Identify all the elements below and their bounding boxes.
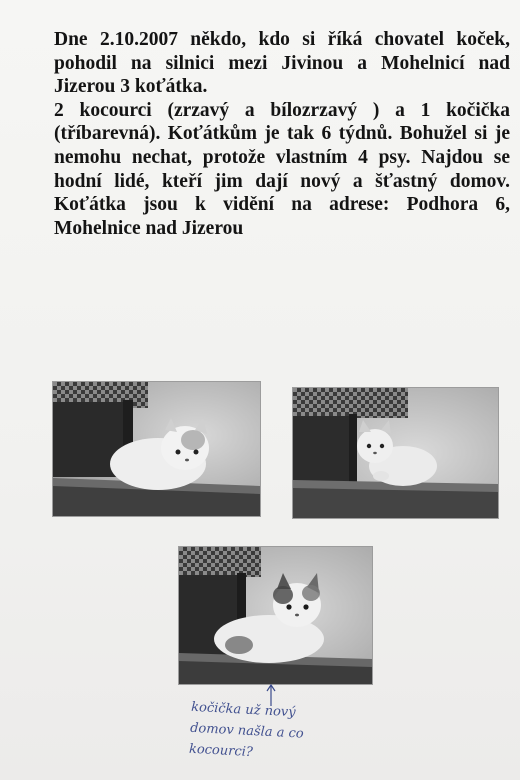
kitten-photo-3 [178,546,373,685]
handwritten-note [180,680,400,775]
notice-text [54,28,510,240]
kitten-photo-2 [292,387,499,519]
paragraph-found-kittens: Dne 2.10.2007 někdo, kdo si říká chovatel koček, pohodil na silnici mezi Jivinou a Mohelnicí nad Jizerou 3 koťátka. [54,29,510,98]
kitten-photo-1 [52,381,261,517]
note-line-2: domov našla a co [189,720,304,742]
note-line-3: kocourci? [188,741,254,761]
handwritten-note-text [188,697,391,770]
paragraph-kittens-description: 2 kocourci (zrzavý a bílozrzavý ) a 1 kočička (tříbarevná). Koťátkům je tak 6 týdnů. Bohužel si je nemohu nechat, protože vlastním 4 psy. Najdou se hodní lidé, kteří jim dají nový a šťastný domov. Koťátka jsou k vidění na adrese: Podhora 6, Mohelnice nad Jizerou [54,99,510,239]
note-line-1: kočička už nový [190,699,296,721]
